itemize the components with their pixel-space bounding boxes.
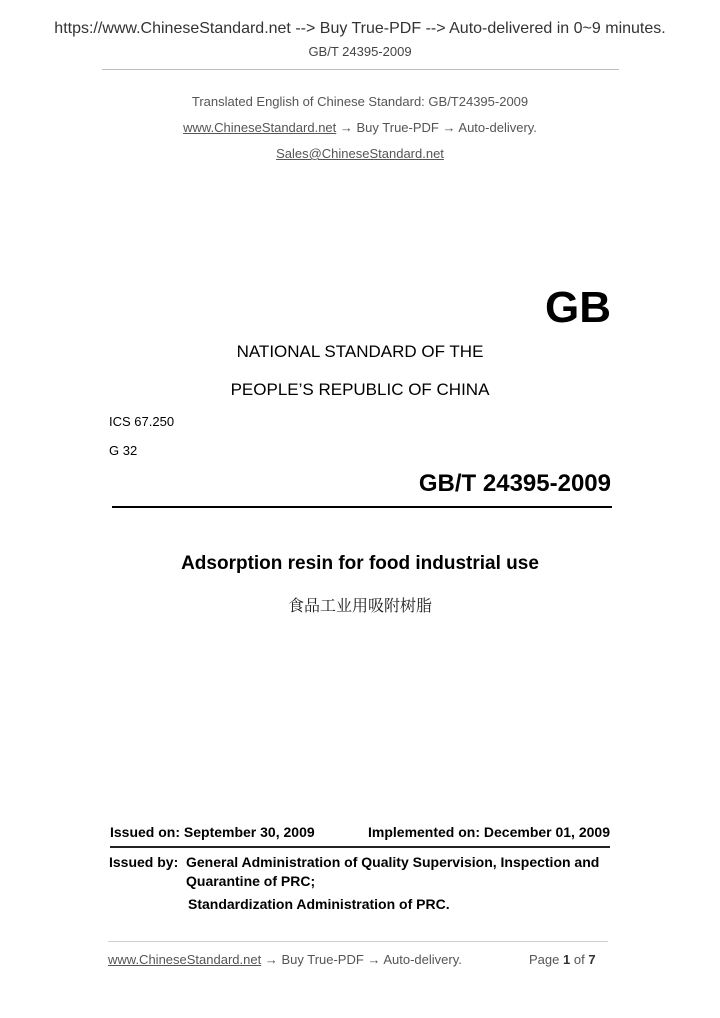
page-indicator — [529, 952, 596, 967]
page-total: 7 — [588, 952, 596, 967]
dates-row — [110, 824, 610, 840]
arrow-right-icon: → — [442, 120, 456, 135]
issuer-block — [109, 853, 599, 914]
footer-divider — [108, 941, 608, 942]
footer-buy-text: Buy True-PDF — [281, 952, 364, 967]
of-label: of — [573, 952, 585, 967]
buy-text: Buy True-PDF — [356, 120, 439, 135]
document-title-en: Adsorption resin for food industrial use — [181, 553, 539, 574]
title-divider — [112, 506, 612, 508]
site-link[interactable]: www.ChineseStandard.net — [183, 120, 337, 135]
national-standard-line2: PEOPLE’S REPUBLIC OF CHINA — [230, 380, 490, 399]
top-banner: https://www.ChineseStandard.net --> Buy True-PDF --> Auto-delivered in 0~9 minutes. — [54, 20, 666, 37]
sales-email-link[interactable]: Sales@ChineseStandard.net — [276, 146, 444, 161]
translated-notice: Translated English of Chinese Standard: GB/T24395-2009 — [191, 94, 529, 109]
header-standard-code: GB/T 24395-2009 — [308, 44, 412, 59]
sales-line — [0, 146, 720, 161]
intro-links-line — [0, 120, 720, 135]
arrow-right-icon: → — [367, 952, 381, 967]
header-divider — [102, 69, 619, 70]
issuer-line3: Standardization Administration of PRC. — [188, 896, 450, 912]
implemented-on: Implemented on: December 01, 2009 — [368, 824, 610, 840]
document-title-cn: 食品工业用吸附树脂 — [287, 596, 432, 615]
national-standard-line1: NATIONAL STANDARD OF THE — [236, 342, 484, 361]
arrow-right-icon: → — [264, 952, 278, 967]
page-current: 1 — [563, 952, 571, 967]
page-label: Page — [529, 952, 560, 967]
footer-delivery-text: Auto-delivery. — [383, 952, 462, 967]
dates-divider — [110, 846, 610, 848]
classification-code: G 32 — [109, 443, 138, 458]
footer-links — [108, 952, 462, 967]
gb-mark: GB — [545, 283, 611, 332]
standard-number: GB/T 24395-2009 — [418, 470, 611, 497]
ics-code: ICS 67.250 — [109, 414, 175, 429]
issuer-line2: Quarantine of PRC; — [186, 873, 316, 889]
issuer-label: Issued by: — [109, 854, 179, 870]
issued-on: Issued on: September 30, 2009 — [110, 824, 315, 840]
footer-site-link[interactable]: www.ChineseStandard.net — [108, 952, 262, 967]
arrow-right-icon: → — [339, 120, 353, 135]
issuer-line1: General Administration of Quality Supervision, Inspection and — [186, 854, 600, 870]
delivery-text: Auto-delivery. — [458, 120, 537, 135]
